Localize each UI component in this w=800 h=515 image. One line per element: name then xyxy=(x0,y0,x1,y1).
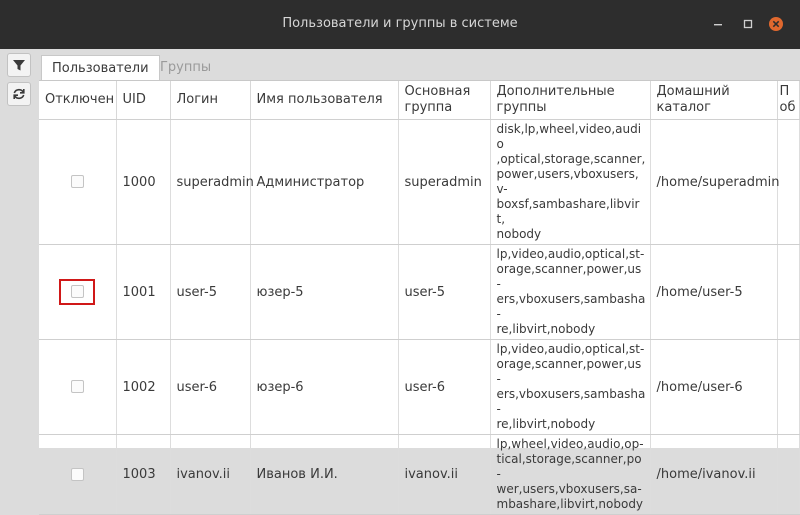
column-header-uid[interactable]: UID xyxy=(116,81,170,120)
window-title: Пользователи и группы в системе xyxy=(282,16,518,31)
extra-groups-line: re,libvirt,nobody xyxy=(496,417,596,431)
primary-group-cell: ivanov.ii xyxy=(398,435,490,515)
home-cell: /home/ivanov.ii xyxy=(650,435,777,515)
disabled-checkbox[interactable] xyxy=(71,285,84,298)
maximize-icon xyxy=(740,16,756,32)
close-button[interactable] xyxy=(768,16,784,32)
login-cell: user-6 xyxy=(170,340,250,435)
minimize-icon xyxy=(710,16,726,32)
side-toolbar xyxy=(0,49,37,447)
extra-groups-line: mbashare,libvirt,nobody xyxy=(496,497,644,511)
column-header-username[interactable]: Имя пользователя xyxy=(250,81,398,120)
primary-group-cell: user-5 xyxy=(398,245,490,340)
primary-group-cell: user-6 xyxy=(398,340,490,435)
uid-cell: 1001 xyxy=(116,245,170,340)
truncated-cell xyxy=(777,435,799,515)
extra-groups-cell xyxy=(490,340,650,435)
uid-cell: 1003 xyxy=(116,435,170,515)
disabled-checkbox[interactable] xyxy=(71,468,84,481)
maximize-button[interactable] xyxy=(740,16,756,32)
column-header-home[interactable]: Домашний каталог xyxy=(650,81,777,120)
extra-groups-line: power,users,vboxusers,v- xyxy=(496,167,639,196)
truncated-cell xyxy=(777,245,799,340)
extra-groups-line: orage,scanner,power,us- xyxy=(496,262,642,291)
extra-groups-line: boxsf,sambashare,libvirt, xyxy=(496,197,640,226)
extra-groups-cell xyxy=(490,120,650,245)
disabled-cell xyxy=(39,340,116,435)
column-header-primary-group[interactable]: Основная группа xyxy=(398,81,490,120)
username-cell: Иванов И.И. xyxy=(250,435,398,515)
extra-groups-line: re,libvirt,nobody xyxy=(496,322,596,336)
uid-cell: 1002 xyxy=(116,340,170,435)
login-cell: superadmin xyxy=(170,120,250,245)
column-header-truncated[interactable]: П об xyxy=(777,81,799,120)
extra-groups-line: lp,video,audio,optical,st- xyxy=(496,342,645,356)
extra-groups-line: lp,wheel,video,audio,op- xyxy=(496,437,644,451)
checkbox-frame xyxy=(59,374,95,400)
login-cell: ivanov.ii xyxy=(170,435,250,515)
table-row[interactable] xyxy=(39,245,799,340)
truncated-cell xyxy=(777,340,799,435)
users-table-container[interactable] xyxy=(39,80,800,511)
extra-groups-cell xyxy=(490,435,650,515)
highlighted-checkbox-frame xyxy=(59,279,95,305)
tab-bar xyxy=(37,49,800,80)
refresh-icon xyxy=(12,87,26,101)
home-cell: /home/superadmin xyxy=(650,120,777,245)
login-cell: user-5 xyxy=(170,245,250,340)
column-header-login[interactable]: Логин xyxy=(170,81,250,120)
minimize-button[interactable] xyxy=(710,16,726,32)
disabled-cell xyxy=(39,120,116,245)
home-cell: /home/user-6 xyxy=(650,340,777,435)
extra-groups-line: tical,storage,scanner,po- xyxy=(496,452,642,481)
extra-groups-line: disk,lp,wheel,video,audio xyxy=(496,122,642,151)
disabled-cell xyxy=(39,435,116,515)
username-cell: Администратор xyxy=(250,120,398,245)
window-titlebar xyxy=(0,0,800,49)
checkbox-frame xyxy=(59,462,95,488)
disabled-cell xyxy=(39,245,116,340)
disabled-checkbox[interactable] xyxy=(71,380,84,393)
username-cell: юзер-5 xyxy=(250,245,398,340)
filter-button[interactable] xyxy=(7,53,31,77)
username-cell: юзер-6 xyxy=(250,340,398,435)
table-row[interactable] xyxy=(39,120,799,245)
uid-cell: 1000 xyxy=(116,120,170,245)
table-header-row xyxy=(39,81,799,120)
table-row[interactable] xyxy=(39,435,799,515)
extra-groups-line: ers,vboxusers,sambasha- xyxy=(496,292,646,321)
extra-groups-line: wer,users,vboxusers,sa- xyxy=(496,482,642,496)
primary-group-cell: superadmin xyxy=(398,120,490,245)
extra-groups-line: lp,video,audio,optical,st- xyxy=(496,247,645,261)
users-table xyxy=(39,81,800,515)
extra-groups-line: ers,vboxusers,sambasha- xyxy=(496,387,646,416)
disabled-checkbox[interactable] xyxy=(71,175,84,188)
refresh-button[interactable] xyxy=(7,82,31,106)
extra-groups-line: orage,scanner,power,us- xyxy=(496,357,642,386)
extra-groups-line: nobody xyxy=(496,227,542,241)
extra-groups-line: ,optical,storage,scanner, xyxy=(496,152,646,166)
home-cell: /home/user-5 xyxy=(650,245,777,340)
truncated-cell xyxy=(777,120,799,245)
checkbox-frame xyxy=(59,169,95,195)
tab-groups[interactable]: Группы xyxy=(160,60,212,75)
filter-icon xyxy=(12,58,26,72)
extra-groups-cell xyxy=(490,245,650,340)
table-row[interactable] xyxy=(39,340,799,435)
close-icon xyxy=(768,16,784,32)
column-header-extra-groups[interactable]: Дополнительные группы xyxy=(490,81,650,120)
column-header-disabled[interactable]: Отключен xyxy=(39,81,116,120)
tab-users[interactable]: Пользователи xyxy=(41,55,160,80)
